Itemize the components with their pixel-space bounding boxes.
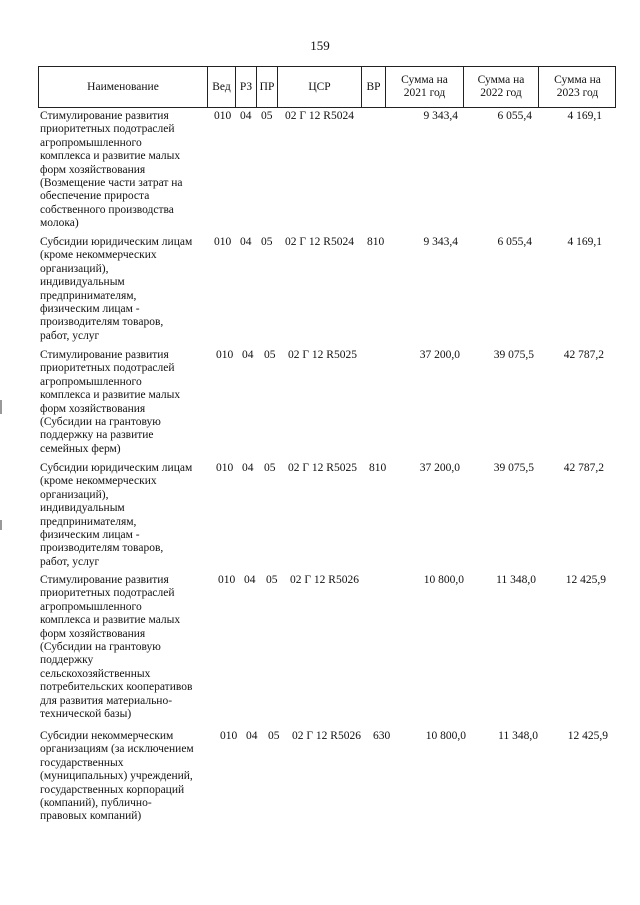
row-sum-2022: 6 055,4 [497,236,532,248]
row-sum-2022: 11 348,0 [498,730,538,742]
row-sum-2022: 39 075,5 [493,349,534,361]
row-rz: 04 [242,462,254,474]
header-pr: ПР [256,67,277,107]
row-pr: 05 [266,574,278,586]
row-ved: 010 [218,574,236,586]
header-ved: Вед [207,67,235,107]
row-pr: 05 [268,730,280,742]
row-rz: 04 [244,574,256,586]
row-sum-2022: 39 075,5 [493,462,534,474]
row-rz: 04 [246,730,258,742]
row-sum-2023: 12 425,9 [567,730,608,742]
row-vr: 630 [373,730,391,742]
header-sum-2022: Сумма на 2022 год [463,67,538,107]
row-name: Субсидии юридическим лицам (кроме некоммерческих организаций), индивидуальным предпринимателям, физическим лицам - производителям товаров, работ, услуг [40,462,193,568]
row-ved: 010 [220,730,238,742]
row-pr: 05 [264,462,276,474]
row-rz: 04 [240,110,252,122]
header-rz: РЗ [235,67,256,107]
row-name: Стимулирование развития приоритетных подотраслей агропромышленного комплекса и развитие малых форм хозяйствования (Субсидии на грантовую поддержку на развитие семейных ферм) [40,349,181,455]
row-name: Субсидии юридическим лицам (кроме некоммерческих организаций), индивидуальным предпринимателям, физическим лицам - производителям товаров, работ, услуг [40,236,193,342]
header-name: Наименование [87,80,159,93]
row-csr: 02 Г 12 R5024 [285,236,354,248]
row-csr: 02 Г 12 R5026 [290,574,359,586]
row-sum-2023: 12 425,9 [565,574,606,586]
row-ved: 010 [216,349,234,361]
row-sum-2021: 10 800,0 [425,730,466,742]
row-sum-2022: 11 348,0 [496,574,536,586]
row-sum-2021: 37 200,0 [419,349,460,361]
row-ved: 010 [214,236,232,248]
row-pr: 05 [264,349,276,361]
scan-mark [0,400,2,414]
row-csr: 02 Г 12 R5024 [285,110,354,122]
row-name: Субсидии некоммерческим организациям (за исключением государственных (муниципальных) учреждений, государственных корпораций (компаний), публично- правовых компаний) [40,730,194,823]
row-csr: 02 Г 12 R5025 [288,462,357,474]
row-sum-2021: 9 343,4 [423,236,458,248]
row-sum-2021: 37 200,0 [419,462,460,474]
row-sum-2021: 9 343,4 [423,110,458,122]
page-number: 159 [310,38,330,53]
row-rz: 04 [242,349,254,361]
header-csr: ЦСР [277,67,361,107]
row-ved: 010 [216,462,234,474]
scan-mark [0,520,2,530]
row-vr: 810 [367,236,385,248]
header-sum-2021: Сумма на 2021 год [385,67,463,107]
row-sum-2023: 42 787,2 [563,349,604,361]
row-sum-2023: 4 169,1 [567,110,602,122]
row-name: Стимулирование развития приоритетных подотраслей агропромышленного комплекса и развитие малых форм хозяйствования (Субсидии на грантовую поддержку сельскохозяйственных потребительских кооперативов для развития материально- технической базы) [40,574,193,721]
row-name: Стимулирование развития приоритетных подотраслей агропромышленного комплекса и развитие малых форм хозяйствования (Возмещение части затрат на обеспечение прироста собственного производства молока) [40,110,183,230]
row-sum-2023: 4 169,1 [567,236,602,248]
row-pr: 05 [261,110,273,122]
row-ved: 010 [214,110,232,122]
row-sum-2023: 42 787,2 [563,462,604,474]
row-sum-2022: 6 055,4 [497,110,532,122]
row-sum-2021: 10 800,0 [423,574,464,586]
row-pr: 05 [261,236,273,248]
header-vr: ВР [361,67,385,107]
row-csr: 02 Г 12 R5026 [292,730,361,742]
row-csr: 02 Г 12 R5025 [288,349,357,361]
row-rz: 04 [240,236,252,248]
header-sum-2023: Сумма на 2023 год [538,67,616,107]
table-header [38,66,616,108]
row-vr: 810 [369,462,387,474]
